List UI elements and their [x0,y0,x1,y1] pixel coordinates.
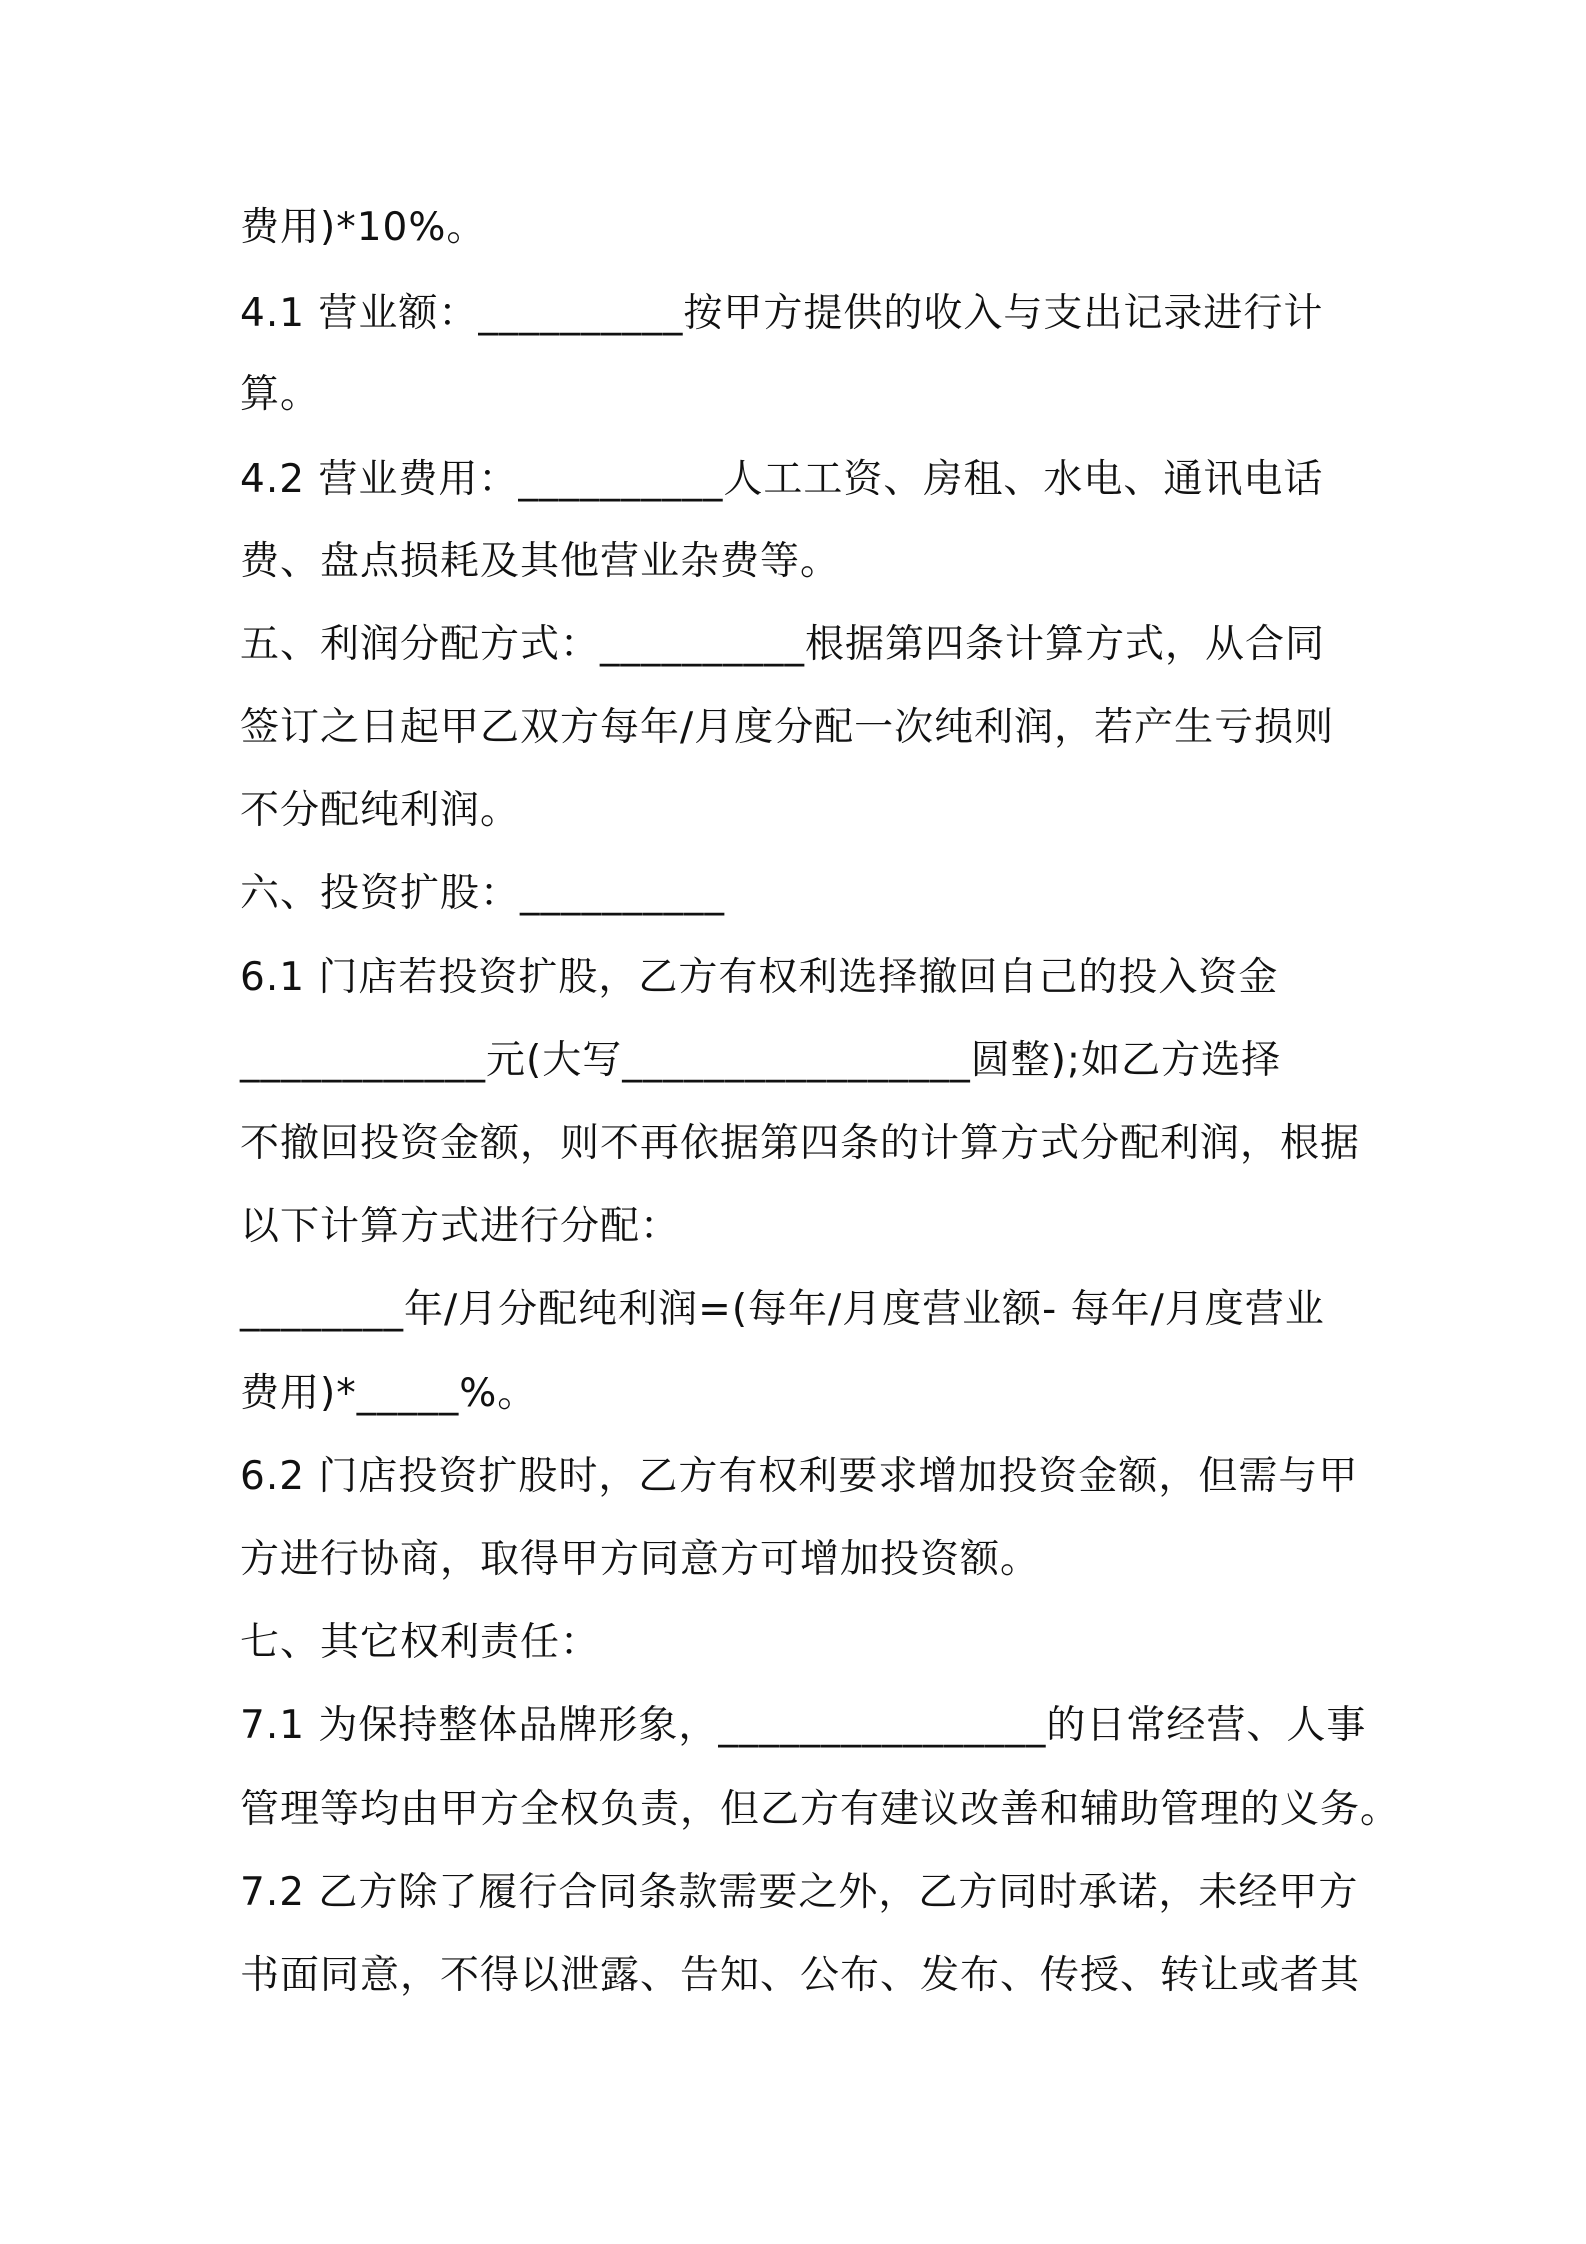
text-line: 费、盘点损耗及其他营业杂费等。 [240,539,841,584]
text-line: 方进行协商，取得甲方同意方可增加投资额。 [240,1537,1041,1582]
text-line: 4.1 营业额：__________按甲方提供的收入与支出记录进行计 [240,291,1324,336]
text-line: 费用)*_____%。 [240,1371,538,1416]
text-line: 6.2 门店投资扩股时，乙方有权利要求增加投资金额，但需与甲 [240,1454,1359,1499]
text-line: 6.1 门店若投资扩股，乙方有权利选择撤回自己的投入资金 [240,955,1279,1000]
text-line: ________年/月分配纯利润=(每年/月度营业额- 每年/月度营业 [240,1287,1325,1332]
text-line: 算。 [240,372,321,417]
text-line: 7.1 为保持整体品牌形象，________________的日常经营、人事 [240,1703,1367,1748]
text-line: 六、投资扩股：__________ [240,871,726,916]
text-line: 4.2 营业费用：__________人工工资、房租、水电、通讯电话 [240,457,1324,502]
text-line: 五、利润分配方式：__________根据第四条计算方式，从合同 [240,622,1326,667]
text-line: 管理等均由甲方全权负责，但乙方有建议改善和辅助管理的义务。 [240,1787,1401,1832]
text-line: 书面同意，不得以泄露、告知、公布、发布、传授、转让或者其 [240,1953,1361,1998]
text-line: 不撤回投资金额，则不再依据第四条的计算方式分配利润，根据 [240,1121,1361,1166]
text-line: 七、其它权利责任： [240,1620,601,1665]
text-line: 费用)*10%。 [240,205,487,250]
text-line: 签订之日起甲乙双方每年/月度分配一次纯利润，若产生亏损则 [240,705,1335,750]
text-line: 不分配纯利润。 [240,788,521,833]
text-line: 以下计算方式进行分配： [240,1204,681,1249]
text-line: ____________元(大写_________________圆整);如乙方选择 [240,1038,1282,1083]
text-line: 7.2 乙方除了履行合同条款需要之外，乙方同时承诺，未经甲方 [240,1870,1359,1915]
